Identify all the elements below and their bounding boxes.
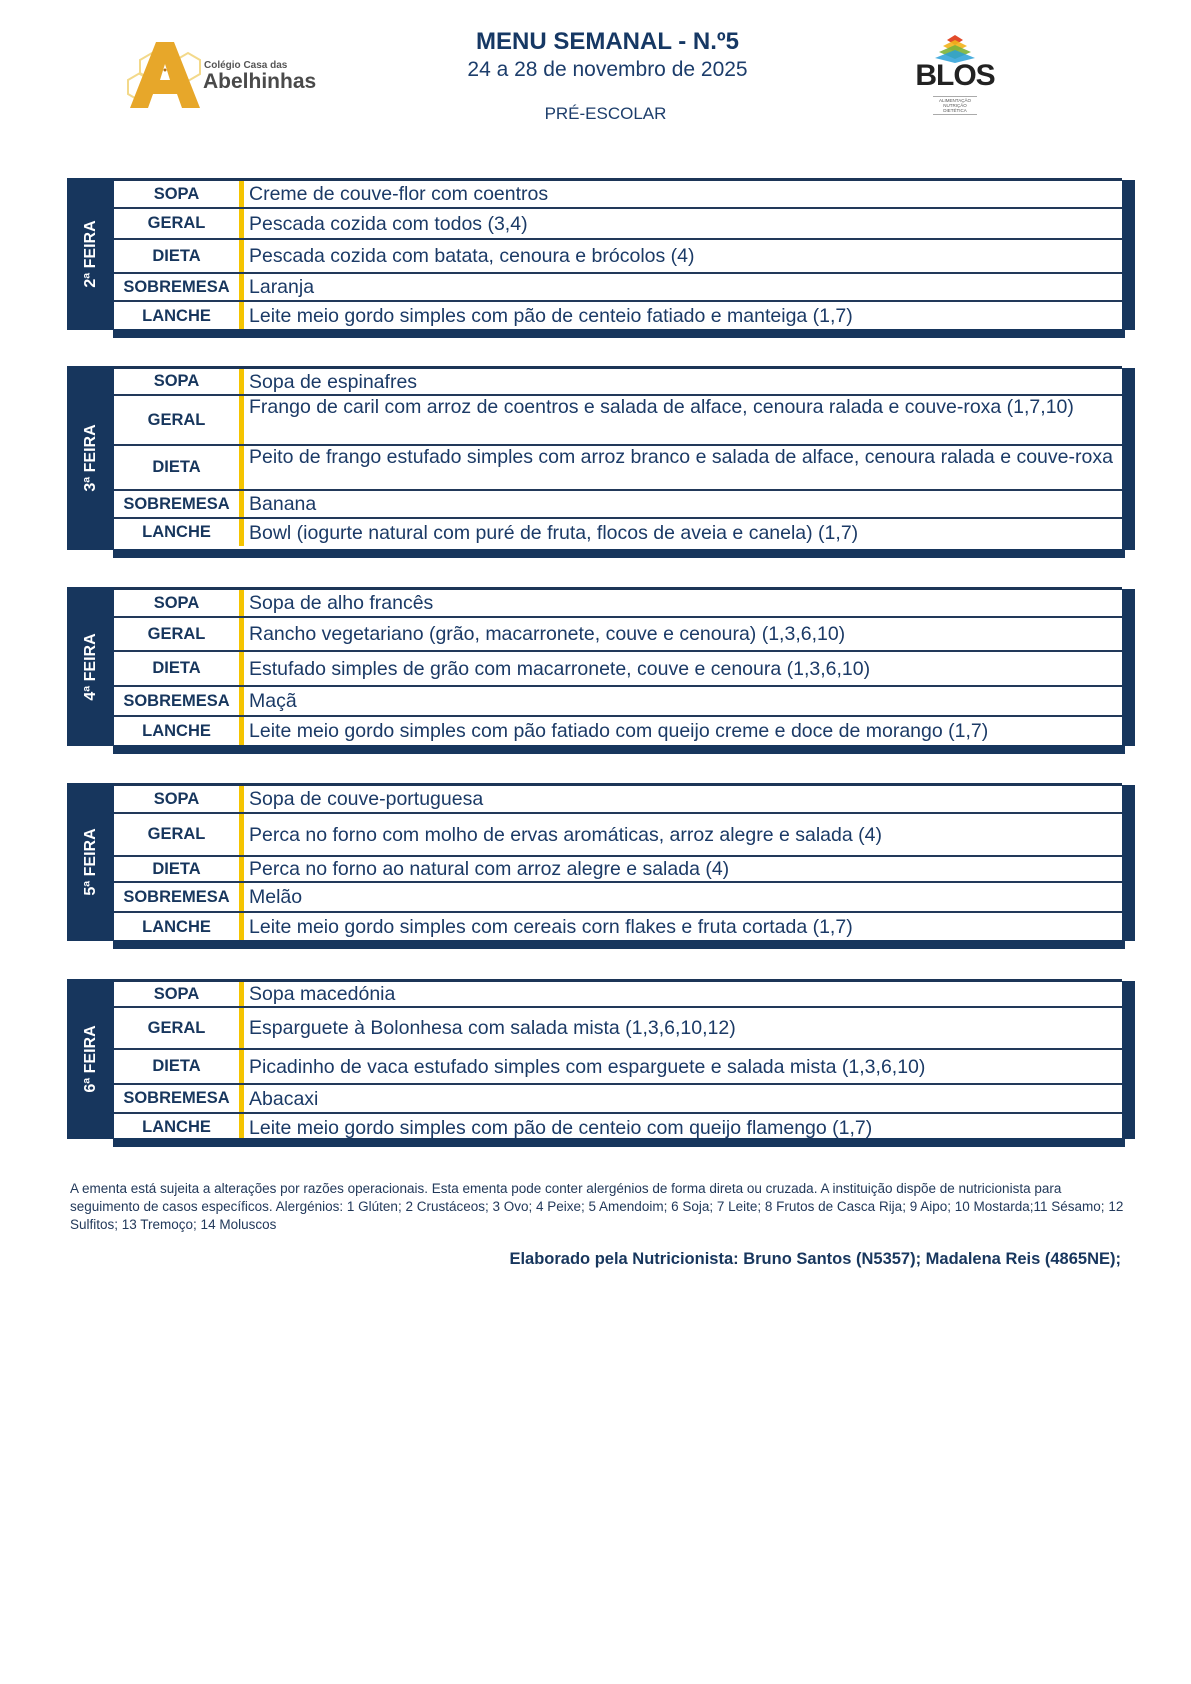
- row-value: Rancho vegetariano (grão, macarronete, couve e cenoura) (1,3,6,10): [249, 623, 846, 645]
- table-row: [114, 240, 1122, 274]
- table-right-border: [1122, 368, 1135, 550]
- row-value: Bowl (iogurte natural com puré de fruta, flocos de aveia e canela) (1,7): [249, 521, 859, 544]
- row-label: GERAL: [114, 814, 244, 855]
- school-name-small: Colégio Casa das: [204, 60, 288, 71]
- table-row: [114, 618, 1122, 652]
- row-label: SOBREMESA: [114, 274, 244, 300]
- day-label-bar: [67, 366, 114, 550]
- table-row: [114, 446, 1122, 491]
- row-value: Picadinho de vaca estufado simples com esparguete e salada mista (1,3,6,10): [249, 1055, 926, 1078]
- day-label-bar: [67, 178, 114, 330]
- table-row: [114, 274, 1122, 302]
- row-label: SOBREMESA: [114, 883, 244, 911]
- table-row: [114, 209, 1122, 240]
- school-name: Abelhinhas: [203, 70, 317, 93]
- table-row: [114, 181, 1122, 209]
- row-value: Maçã: [249, 690, 297, 712]
- row-label: SOBREMESA: [114, 687, 244, 715]
- table-bottom-border: [113, 329, 1125, 338]
- row-value: Sopa de espinafres: [249, 370, 418, 393]
- row-label: DIETA: [114, 652, 244, 685]
- row-label: GERAL: [114, 618, 244, 650]
- row-label: SOPA: [114, 590, 244, 616]
- menu-grid: [114, 979, 1122, 1138]
- table-row: [114, 913, 1122, 941]
- row-label: GERAL: [114, 1008, 244, 1048]
- table-row: [114, 652, 1122, 687]
- row-value: Creme de couve-flor com coentros: [249, 183, 549, 205]
- table-row: [114, 519, 1122, 546]
- table-row: [114, 369, 1122, 396]
- table-bottom-border: [113, 745, 1125, 754]
- row-value: Estufado simples de grão com macarronete, couve e cenoura (1,3,6,10): [249, 657, 871, 680]
- day-label: 3ª FEIRA: [81, 424, 99, 492]
- day-label: 5ª FEIRA: [81, 828, 99, 896]
- row-value: Melão: [249, 886, 303, 908]
- row-label: DIETA: [114, 857, 244, 881]
- row-value: Leite meio gordo simples com cereais corn flakes e fruta cortada (1,7): [249, 916, 853, 938]
- table-bottom-border: [113, 549, 1125, 558]
- allergen-disclaimer: A ementa está sujeita a alterações por razões operacionais. Esta ementa pode conter alergénios de forma direta ou cruzada. A instituição dispõe de nutricionista para seguimento de casos específicos. Alergénios: 1 Glúten; 2 Crustáceos; 3 Ovo; 4 Peixe; 5 Amendoim; 6 Soja; 7 Leite; 8 Frutos de Casca Rija; 9 Aipo; 10 Mostarda;11 Sésamo; 12 Sulfitos; 13 Tremoço; 14 Moluscos: [70, 1181, 1124, 1232]
- row-label: LANCHE: [114, 302, 244, 330]
- table-row: [114, 590, 1122, 618]
- row-value: Pescada cozida com todos (3,4): [249, 212, 528, 235]
- table-row: [114, 302, 1122, 330]
- row-value: Perca no forno ao natural com arroz alegre e salada (4): [249, 858, 730, 880]
- table-row: [114, 982, 1122, 1008]
- row-value: Banana: [249, 493, 317, 515]
- table-row: [114, 1114, 1122, 1141]
- day-table-thursday: [67, 783, 1135, 949]
- table-right-border: [1122, 981, 1135, 1139]
- row-value: Peito de frango estufado simples com arroz branco e salada de alface, cenoura ralada e couve-roxa: [249, 446, 1113, 468]
- row-label: LANCHE: [114, 717, 244, 745]
- row-label: DIETA: [114, 446, 244, 489]
- table-row: [114, 717, 1122, 745]
- row-label: LANCHE: [114, 913, 244, 941]
- table-row: [114, 883, 1122, 913]
- row-value: Leite meio gordo simples com pão fatiado com queijo creme e doce de morango (1,7): [249, 720, 989, 742]
- row-value: Frango de caril com arroz de coentros e salada de alface, cenoura ralada e couve-roxa (1,7,10): [249, 396, 1074, 418]
- partner-logo: [915, 33, 995, 113]
- table-row: [114, 814, 1122, 857]
- row-value: Sopa de couve-portuguesa: [249, 788, 484, 810]
- menu-grid: [114, 587, 1122, 745]
- day-label: 6ª FEIRA: [81, 1025, 99, 1093]
- table-right-border: [1122, 785, 1135, 941]
- row-value: Pescada cozida com batata, cenoura e brócolos (4): [249, 245, 695, 267]
- row-value: Leite meio gordo simples com pão de centeio fatiado e manteiga (1,7): [249, 305, 853, 327]
- table-row: [114, 396, 1122, 446]
- row-value: Abacaxi: [249, 1087, 319, 1110]
- partner-name: BLOS: [915, 59, 995, 92]
- table-row: [114, 857, 1122, 883]
- row-label: GERAL: [114, 396, 244, 444]
- nutritionist-signature: Elaborado pela Nutricionista: Bruno Santos (N5357); Madalena Reis (4865NE);: [509, 1250, 1121, 1268]
- date-range: 24 a 28 de novembro de 2025: [467, 58, 748, 81]
- table-row: [114, 1085, 1122, 1114]
- day-label-bar: [67, 587, 114, 746]
- day-table-wednesday: [67, 587, 1135, 754]
- day-label: 4ª FEIRA: [81, 632, 99, 701]
- table-row: [114, 1008, 1122, 1050]
- row-label: LANCHE: [114, 1114, 244, 1141]
- table-row: [114, 1050, 1122, 1085]
- school-level: PRÉ-ESCOLAR: [544, 104, 667, 123]
- row-value: Laranja: [249, 276, 315, 298]
- row-value: Perca no forno com molho de ervas aromáticas, arroz alegre e salada (4): [249, 823, 882, 846]
- table-row: [114, 491, 1122, 519]
- row-value: Esparguete à Bolonhesa com salada mista (1,3,6,10,12): [249, 1017, 736, 1039]
- day-table-tuesday: [67, 366, 1135, 558]
- day-table-monday: [67, 178, 1135, 338]
- row-label: SOPA: [114, 181, 244, 207]
- day-label: 2ª FEIRA: [81, 220, 99, 288]
- table-bottom-border: [113, 940, 1125, 949]
- day-label-bar: [67, 979, 114, 1139]
- menu-grid: [114, 783, 1122, 940]
- table-right-border: [1122, 589, 1135, 746]
- table-right-border: [1122, 180, 1135, 330]
- menu-grid: [114, 178, 1122, 329]
- row-label: DIETA: [114, 1050, 244, 1083]
- table-bottom-border: [113, 1138, 1125, 1147]
- partner-tagline: ALIMENTAÇÃO NUTRIÇÃO DIETÉTICA: [933, 96, 977, 115]
- row-label: LANCHE: [114, 519, 244, 546]
- row-label: DIETA: [114, 240, 244, 272]
- row-value: Sopa de alho francês: [249, 592, 434, 614]
- table-row: [114, 687, 1122, 717]
- row-value: Sopa macedónia: [249, 983, 396, 1005]
- row-label: SOPA: [114, 786, 244, 812]
- row-label: SOPA: [114, 982, 244, 1006]
- row-label: SOBREMESA: [114, 1085, 244, 1112]
- day-label-bar: [67, 783, 114, 941]
- row-value: Leite meio gordo simples com pão de centeio com queijo flamengo (1,7): [249, 1116, 873, 1139]
- day-table-friday: [67, 979, 1135, 1147]
- row-label: SOPA: [114, 369, 244, 394]
- page-title: MENU SEMANAL - N.º5: [475, 28, 739, 55]
- row-label: GERAL: [114, 209, 244, 238]
- menu-grid: [114, 366, 1122, 549]
- row-label: SOBREMESA: [114, 491, 244, 517]
- table-row: [114, 786, 1122, 814]
